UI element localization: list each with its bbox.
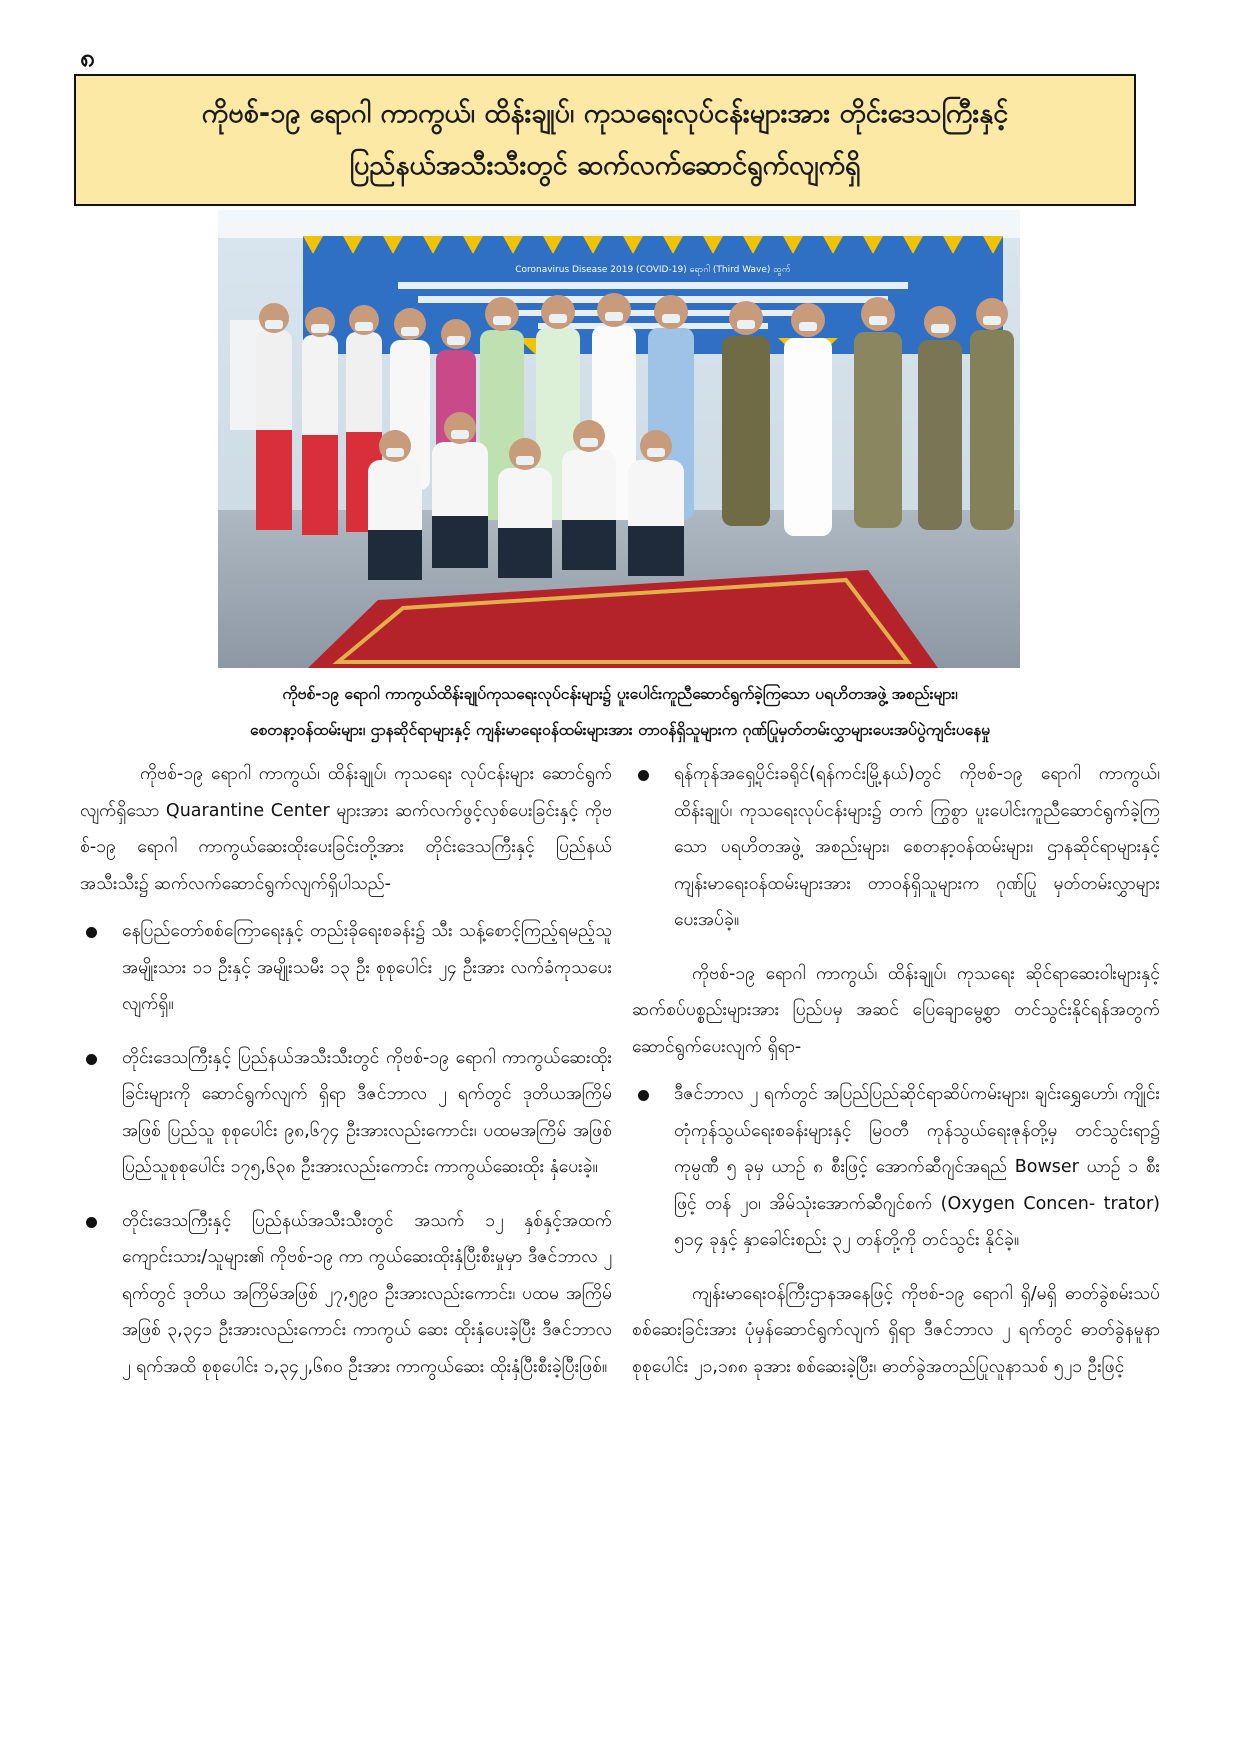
list-item-text: တိုင်းဒေသကြီးနှင့် ပြည်နယ်အသီးသီးတွင် အသက် ၁၂ နှစ်နှင့်အထက် ကျောင်းသား/သူများ၏ ကိုဗစ်-၁၉ ကာ ကွယ်ဆေးထိုးနှံပြီးစီးမှုမှာ ဒီဇင်ဘာလ ၂ ရက်တွင် ဒုတိယ အကြိမ်အဖြစ် ၂၇,၅၉၀ ဦးအားလည်းကောင်း၊ ပထမ အကြိမ်အဖြစ် ၃,၃၄၁ ဦးအားလည်းကောင်း ကာကွယ် ဆေး ထိုးနှံပေးခဲ့ပြီး ဒီဇင်ဘာလ ၂ ရက်အထိ စုစုပေါင်း ၁,၃၄၂,၆၈၀ ဦးအား ကာကွယ်ဆေး ထိုးနှံပြီးစီးခဲ့ပြီးဖြစ်။ xyxy=(122,1210,612,1377)
headline-line-2: ပြည်နယ်အသီးသီးတွင် ဆက်လက်ဆောင်ရွက်လျက်ရှိ xyxy=(349,150,861,181)
list-item xyxy=(80,1040,612,1186)
bullet-icon xyxy=(86,927,97,938)
list-item xyxy=(632,756,1160,939)
photo-caption xyxy=(80,676,1160,748)
bullet-icon xyxy=(638,1090,649,1101)
headline-line-1: ကိုဗစ်-၁၉ ရောဂါ ကာကွယ်၊ ထိန်းချုပ်၊ ကုသရေးလုပ်ငန်းများအား တိုင်းဒေသကြီးနှင့် xyxy=(201,98,1009,129)
bullet-icon xyxy=(86,1217,97,1228)
banner-text-line xyxy=(418,296,888,303)
list-item xyxy=(80,913,612,1023)
bullet-icon xyxy=(86,1054,97,1065)
headline-box xyxy=(74,74,1136,206)
right-column xyxy=(632,756,1160,1396)
banner-text-line xyxy=(488,310,818,316)
right-bullet-list-1 xyxy=(632,756,1160,939)
intro-paragraph: ကိုဗစ်-၁၉ ရောဂါ ကာကွယ်၊ ထိန်းချုပ်၊ ကုသရေး လုပ်ငန်းများ ဆောင်ရွက်လျက်ရှိသော Quarantine Center များအား ဆက်လက်ဖွင့်လှစ်ပေးခြင်းနှင့် ကိုဗစ်-၁၉ ရောဂါ ကာကွယ်ဆေးထိုးပေးခြင်းတို့အား တိုင်းဒေသကြီးနှင့် ပြည်နယ် အသီးသီး၌ ဆက်လက်ဆောင်ရွက်လျက်ရှိပါသည်- xyxy=(80,764,612,894)
list-item-text: ရန်ကုန်အရှေ့ပိုင်းခရိုင်(ရန်ကင်းမြို့နယ်)တွင် ကိုဗစ်-၁၉ ရောဂါ ကာကွယ်၊ ထိန်းချုပ်၊ ကုသရေးလုပ်ငန်းများ၌ တက် ကြွစွာ ပူးပေါင်းကူညီဆောင်ရွက်ခဲ့ကြသော ပရဟိတအဖွဲ့ အစည်းများ၊ စေတနာ့ဝန်ထမ်းများ၊ ဌာနဆိုင်ရာများနှင့် ကျန်းမာရေးဝန်ထမ်းများအား တာဝန်ရှိသူများက ဂုဏ်ပြု မှတ်တမ်းလွှာများ ပေးအပ်ခဲ့။ xyxy=(674,764,1160,930)
list-item-text: ဒီဇင်ဘာလ ၂ ရက်တွင် အပြည်ပြည်ဆိုင်ရာဆိပ်ကမ်းများ၊ ချင်းရွှေဟော်၊ ကျိုင်းတုံကုန်သွယ်ရေးစခန်းများနှင့် မြဝတီ ကုန်သွယ်ရေးဇုန်တို့မှ တင်သွင်းရာ၌ ကုမ္ပဏီ ၅ ခုမှ ယာဉ် ၈ စီးဖြင့် အောက်ဆီဂျင်အရည် Bowser ယာဉ် ၁ စီးဖြင့် တန် ၂၀၊ အိမ်သုံးအောက်ဆီဂျင်စက် (Oxygen Concen- trator) ၅၁၄ ခုနှင့် နှာခေါင်းစည်း ၃၂ တန်တို့ကို တင်သွင်း နိုင်ခဲ့။ xyxy=(674,1084,1160,1250)
event-photo xyxy=(218,210,1020,668)
testing-paragraph: ကျန်းမာရေးဝန်ကြီးဌာနအနေဖြင့် ကိုဗစ်-၁၉ ရောဂါ ရှိ/မရှိ ဓာတ်ခွဲစမ်းသပ်စစ်ဆေးခြင်းအား ပုံမှန်ဆောင်ရွက်လျက် ရှိရာ ဒီဇင်ဘာလ ၂ ရက်တွင် ဓာတ်ခွဲနမူနာ စုစုပေါင်း ၂၁,၁၈၈ ခုအား စစ်ဆေးခဲ့ပြီး၊ ဓာတ်ခွဲအတည်ပြုလူနာသစ် ၅၂၁ ဦးဖြင့် xyxy=(632,1283,1160,1377)
list-item-text: တိုင်းဒေသကြီးနှင့် ပြည်နယ်အသီးသီးတွင် ကိုဗစ်-၁၉ ရောဂါ ကာကွယ်ဆေးထိုးခြင်းများကို ဆောင်ရွက်လျက် ရှိရာ ဒီဇင်ဘာလ ၂ ရက်တွင် ဒုတိယအကြိမ်အဖြစ် ပြည်သူ စုစုပေါင်း ၉၈,၆၇၄ ဦးအားလည်းကောင်း၊ ပထမအကြိမ် အဖြစ် ပြည်သူစုစုပေါင်း ၁၇၅,၆၃၈ ဦးအားလည်းကောင်း ကာကွယ်ဆေးထိုး နှံပေးခဲ့။ xyxy=(122,1047,612,1177)
event-photo-illustration xyxy=(218,210,1020,668)
list-item xyxy=(632,1076,1160,1259)
right-bullet-list-2 xyxy=(632,1076,1160,1259)
room-ceiling xyxy=(218,210,1020,238)
caption-line-1: ကိုဗစ်-၁၉ ရောဂါ ကာကွယ်ထိန်းချုပ်ကုသရေးလုပ်ငန်းများ၌ ပူးပေါင်းကူညီဆောင်ရွက်ခဲ့ကြသော ပရဟိတအဖွဲ့ အစည်းများ၊ xyxy=(282,685,958,703)
import-paragraph: ကိုဗစ်-၁၉ ရောဂါ ကာကွယ်၊ ထိန်းချုပ်၊ ကုသရေး ဆိုင်ရာဆေးဝါးများနှင့် ဆက်စပ်ပစ္စည်းများအား ပြည်ပမှ အဆင် ပြေချောမွေ့စွာ တင်သွင်းနိုင်ရန်အတွက် ဆောင်ရွက်ပေးလျက် ရှိရာ- xyxy=(632,963,1160,1057)
left-bullet-list xyxy=(80,913,612,1385)
list-item-text: နေပြည်တော်စစ်ကြောရေးနှင့် တည်းခိုရေးစခန်း၌ သီး သန့်စောင့်ကြည့်ရမည့်သူ အမျိုးသား ၁၁ ဦးနှင့် အမျိုးသမီး ၁၃ ဦး စုစုပေါင်း ၂၄ ဦးအား လက်ခံကုသပေးလျက်ရှိ။ xyxy=(122,921,612,1014)
page-number: ၈ xyxy=(80,43,95,73)
list-item xyxy=(80,1203,612,1386)
banner-text-line xyxy=(398,282,908,289)
caption-line-2: စေတနာ့ဝန်ထမ်းများ၊ ဌာနဆိုင်ရာများနှင့် ကျန်းမာရေးဝန်ထမ်းများအား တာဝန်ရှိသူများက ဂုဏ်ပြုမှတ်တမ်းလွှာများပေးအပ်ပွဲကျင်းပနေမှု xyxy=(249,721,991,739)
left-column xyxy=(80,756,612,1402)
bullet-icon xyxy=(638,770,649,781)
banner-title: Coronavirus Disease 2019 (COVID-19) ရောဂါ (Third Wave) ထွက် xyxy=(515,265,791,275)
